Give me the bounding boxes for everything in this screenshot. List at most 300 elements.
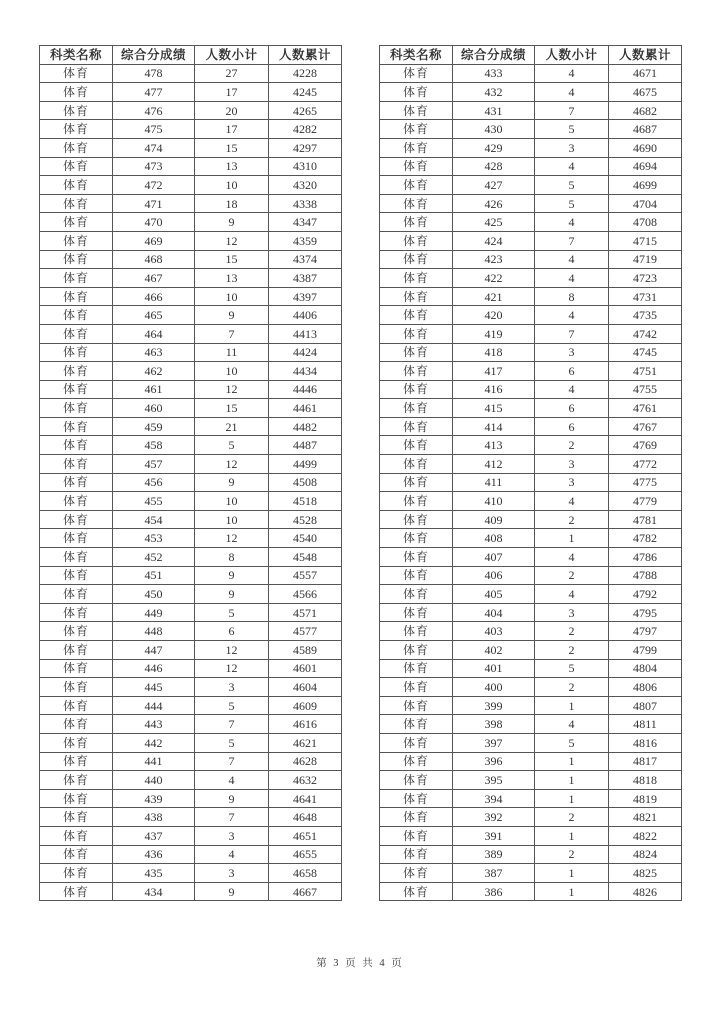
cell-category: 体育 [40, 157, 113, 176]
cell-cumulative: 4772 [609, 455, 682, 474]
table-row [380, 83, 682, 102]
cell-score: 427 [453, 176, 535, 195]
table-row [40, 845, 342, 864]
table-row [40, 380, 342, 399]
cell-category: 体育 [380, 417, 453, 436]
cell-subtotal: 3 [195, 864, 269, 883]
cell-cumulative: 4819 [609, 789, 682, 808]
cell-category: 体育 [380, 120, 453, 139]
cell-subtotal: 7 [195, 808, 269, 827]
cell-cumulative: 4245 [269, 83, 342, 102]
cell-score: 438 [113, 808, 195, 827]
cell-category: 体育 [380, 752, 453, 771]
cell-cumulative: 4487 [269, 436, 342, 455]
cell-category: 体育 [40, 120, 113, 139]
cell-score: 437 [113, 826, 195, 845]
cell-cumulative: 4655 [269, 845, 342, 864]
table-row [40, 808, 342, 827]
score-table-right [379, 45, 682, 901]
cell-cumulative: 4767 [609, 417, 682, 436]
cell-score: 468 [113, 250, 195, 269]
cell-score: 398 [453, 715, 535, 734]
cell-cumulative: 4779 [609, 492, 682, 511]
cell-subtotal: 17 [195, 120, 269, 139]
cell-score: 469 [113, 231, 195, 250]
col-header-subtotal: 人数小计 [195, 46, 269, 65]
cell-subtotal: 11 [195, 343, 269, 362]
cell-category: 体育 [380, 882, 453, 901]
cell-score: 399 [453, 696, 535, 715]
table-row [40, 176, 342, 195]
cell-category: 体育 [40, 473, 113, 492]
cell-subtotal: 4 [535, 250, 609, 269]
cell-subtotal: 5 [195, 696, 269, 715]
cell-cumulative: 4755 [609, 380, 682, 399]
table-row [380, 585, 682, 604]
cell-cumulative: 4548 [269, 548, 342, 567]
cell-subtotal: 2 [535, 436, 609, 455]
cell-score: 459 [113, 417, 195, 436]
col-header-category: 科类名称 [40, 46, 113, 65]
table-row [380, 789, 682, 808]
cell-cumulative: 4822 [609, 826, 682, 845]
cell-subtotal: 5 [535, 194, 609, 213]
table-row [380, 306, 682, 325]
cell-subtotal: 7 [535, 231, 609, 250]
cell-score: 473 [113, 157, 195, 176]
table-row [380, 622, 682, 641]
cell-cumulative: 4690 [609, 138, 682, 157]
cell-score: 439 [113, 789, 195, 808]
table-row [40, 585, 342, 604]
cell-score: 453 [113, 529, 195, 548]
cell-subtotal: 7 [535, 101, 609, 120]
cell-subtotal: 9 [195, 213, 269, 232]
table-row [40, 324, 342, 343]
table-row [380, 213, 682, 232]
table-header-row [40, 46, 342, 65]
table-row [40, 510, 342, 529]
cell-category: 体育 [380, 622, 453, 641]
table-row [380, 250, 682, 269]
cell-cumulative: 4824 [609, 845, 682, 864]
cell-score: 447 [113, 641, 195, 660]
cell-cumulative: 4769 [609, 436, 682, 455]
cell-cumulative: 4788 [609, 566, 682, 585]
cell-subtotal: 1 [535, 882, 609, 901]
cell-score: 389 [453, 845, 535, 864]
table-row [40, 306, 342, 325]
cell-subtotal: 2 [535, 641, 609, 660]
cell-subtotal: 2 [535, 808, 609, 827]
table-row [40, 548, 342, 567]
cell-cumulative: 4648 [269, 808, 342, 827]
cell-cumulative: 4387 [269, 269, 342, 288]
cell-category: 体育 [40, 678, 113, 697]
cell-score: 456 [113, 473, 195, 492]
cell-category: 体育 [380, 436, 453, 455]
cell-score: 410 [453, 492, 535, 511]
cell-score: 387 [453, 864, 535, 883]
cell-score: 386 [453, 882, 535, 901]
cell-cumulative: 4704 [609, 194, 682, 213]
cell-category: 体育 [40, 83, 113, 102]
table-row [40, 529, 342, 548]
cell-score: 471 [113, 194, 195, 213]
cell-score: 424 [453, 231, 535, 250]
cell-score: 455 [113, 492, 195, 511]
cell-category: 体育 [40, 176, 113, 195]
table-row [380, 380, 682, 399]
cell-cumulative: 4499 [269, 455, 342, 474]
table-row [40, 287, 342, 306]
cell-category: 体育 [40, 845, 113, 864]
cell-score: 440 [113, 771, 195, 790]
cell-cumulative: 4297 [269, 138, 342, 157]
table-row [40, 603, 342, 622]
table-body-right [380, 64, 682, 901]
cell-cumulative: 4434 [269, 362, 342, 381]
table-row [40, 101, 342, 120]
cell-subtotal: 1 [535, 529, 609, 548]
cell-score: 441 [113, 752, 195, 771]
cell-cumulative: 4482 [269, 417, 342, 436]
cell-category: 体育 [40, 622, 113, 641]
cell-category: 体育 [40, 826, 113, 845]
cell-subtotal: 9 [195, 789, 269, 808]
cell-subtotal: 3 [195, 678, 269, 697]
cell-score: 409 [453, 510, 535, 529]
cell-category: 体育 [40, 399, 113, 418]
cell-subtotal: 4 [535, 269, 609, 288]
cell-subtotal: 18 [195, 194, 269, 213]
table-row [40, 492, 342, 511]
cell-subtotal: 20 [195, 101, 269, 120]
cell-cumulative: 4723 [609, 269, 682, 288]
cell-subtotal: 4 [535, 492, 609, 511]
cell-subtotal: 4 [535, 548, 609, 567]
cell-subtotal: 4 [535, 213, 609, 232]
cell-subtotal: 12 [195, 641, 269, 660]
table-row [380, 194, 682, 213]
cell-subtotal: 12 [195, 529, 269, 548]
cell-cumulative: 4589 [269, 641, 342, 660]
cell-subtotal: 5 [535, 120, 609, 139]
cell-cumulative: 4265 [269, 101, 342, 120]
table-row [40, 864, 342, 883]
table-row [380, 566, 682, 585]
table-row [40, 641, 342, 660]
cell-score: 395 [453, 771, 535, 790]
cell-cumulative: 4715 [609, 231, 682, 250]
table-row [40, 231, 342, 250]
cell-cumulative: 4621 [269, 733, 342, 752]
cell-cumulative: 4786 [609, 548, 682, 567]
cell-subtotal: 7 [195, 324, 269, 343]
cell-score: 474 [113, 138, 195, 157]
table-row [380, 603, 682, 622]
table-row [40, 566, 342, 585]
cell-cumulative: 4282 [269, 120, 342, 139]
cell-category: 体育 [380, 566, 453, 585]
cell-subtotal: 21 [195, 417, 269, 436]
cell-subtotal: 3 [195, 826, 269, 845]
cell-cumulative: 4818 [609, 771, 682, 790]
table-row [380, 343, 682, 362]
cell-category: 体育 [40, 250, 113, 269]
cell-subtotal: 4 [195, 845, 269, 864]
cell-cumulative: 4374 [269, 250, 342, 269]
cell-score: 457 [113, 455, 195, 474]
cell-score: 414 [453, 417, 535, 436]
table-row [40, 473, 342, 492]
cell-cumulative: 4719 [609, 250, 682, 269]
table-row [380, 157, 682, 176]
cell-subtotal: 27 [195, 64, 269, 83]
cell-score: 421 [453, 287, 535, 306]
cell-category: 体育 [380, 641, 453, 660]
table-row [380, 882, 682, 901]
cell-score: 478 [113, 64, 195, 83]
table-row [380, 269, 682, 288]
cell-cumulative: 4708 [609, 213, 682, 232]
table-row [380, 362, 682, 381]
cell-score: 432 [453, 83, 535, 102]
cell-cumulative: 4735 [609, 306, 682, 325]
table-row [40, 343, 342, 362]
table-row [380, 473, 682, 492]
cell-cumulative: 4508 [269, 473, 342, 492]
cell-cumulative: 4782 [609, 529, 682, 548]
cell-cumulative: 4424 [269, 343, 342, 362]
cell-cumulative: 4745 [609, 343, 682, 362]
cell-subtotal: 3 [535, 455, 609, 474]
table-row [40, 269, 342, 288]
cell-subtotal: 2 [535, 678, 609, 697]
cell-score: 443 [113, 715, 195, 734]
cell-cumulative: 4699 [609, 176, 682, 195]
cell-score: 444 [113, 696, 195, 715]
cell-subtotal: 4 [535, 157, 609, 176]
table-row [40, 64, 342, 83]
cell-category: 体育 [380, 287, 453, 306]
cell-score: 429 [453, 138, 535, 157]
cell-cumulative: 4641 [269, 789, 342, 808]
cell-score: 472 [113, 176, 195, 195]
cell-category: 体育 [40, 343, 113, 362]
cell-subtotal: 9 [195, 473, 269, 492]
table-row [380, 771, 682, 790]
cell-category: 体育 [40, 455, 113, 474]
table-row [380, 659, 682, 678]
cell-subtotal: 4 [535, 83, 609, 102]
table-row [380, 399, 682, 418]
cell-category: 体育 [380, 380, 453, 399]
table-row [40, 771, 342, 790]
cell-subtotal: 9 [195, 306, 269, 325]
cell-score: 396 [453, 752, 535, 771]
cell-subtotal: 17 [195, 83, 269, 102]
cell-score: 407 [453, 548, 535, 567]
cell-subtotal: 8 [195, 548, 269, 567]
table-row [380, 101, 682, 120]
table-row [40, 789, 342, 808]
cell-score: 477 [113, 83, 195, 102]
cell-subtotal: 1 [535, 696, 609, 715]
cell-category: 体育 [40, 306, 113, 325]
cell-cumulative: 4413 [269, 324, 342, 343]
cell-score: 422 [453, 269, 535, 288]
score-table-left [39, 45, 342, 901]
cell-subtotal: 10 [195, 510, 269, 529]
table-row [380, 641, 682, 660]
cell-cumulative: 4792 [609, 585, 682, 604]
cell-score: 419 [453, 324, 535, 343]
table-row [40, 120, 342, 139]
cell-score: 460 [113, 399, 195, 418]
cell-cumulative: 4347 [269, 213, 342, 232]
cell-category: 体育 [40, 529, 113, 548]
cell-cumulative: 4658 [269, 864, 342, 883]
col-header-cumulative: 人数累计 [609, 46, 682, 65]
cell-subtotal: 5 [535, 659, 609, 678]
cell-category: 体育 [40, 789, 113, 808]
cell-score: 426 [453, 194, 535, 213]
cell-subtotal: 9 [195, 566, 269, 585]
cell-category: 体育 [40, 696, 113, 715]
cell-subtotal: 1 [535, 771, 609, 790]
table-row [40, 399, 342, 418]
cell-score: 402 [453, 641, 535, 660]
cell-score: 417 [453, 362, 535, 381]
cell-category: 体育 [40, 752, 113, 771]
cell-category: 体育 [380, 231, 453, 250]
table-row [40, 194, 342, 213]
col-header-cumulative: 人数累计 [269, 46, 342, 65]
cell-subtotal: 4 [535, 715, 609, 734]
cell-subtotal: 1 [535, 752, 609, 771]
cell-category: 体育 [40, 733, 113, 752]
cell-score: 463 [113, 343, 195, 362]
cell-subtotal: 9 [195, 882, 269, 901]
cell-cumulative: 4577 [269, 622, 342, 641]
cell-cumulative: 4817 [609, 752, 682, 771]
cell-category: 体育 [380, 771, 453, 790]
table-row [40, 752, 342, 771]
cell-score: 435 [113, 864, 195, 883]
table-row [40, 659, 342, 678]
cell-category: 体育 [380, 789, 453, 808]
cell-score: 415 [453, 399, 535, 418]
cell-subtotal: 2 [535, 566, 609, 585]
table-row [380, 845, 682, 864]
cell-cumulative: 4628 [269, 752, 342, 771]
cell-score: 454 [113, 510, 195, 529]
cell-subtotal: 15 [195, 138, 269, 157]
cell-score: 442 [113, 733, 195, 752]
cell-subtotal: 4 [535, 306, 609, 325]
cell-category: 体育 [380, 696, 453, 715]
cell-category: 体育 [380, 548, 453, 567]
table-row [380, 138, 682, 157]
cell-category: 体育 [40, 138, 113, 157]
table-row [40, 715, 342, 734]
cell-cumulative: 4359 [269, 231, 342, 250]
cell-subtotal: 15 [195, 250, 269, 269]
cell-cumulative: 4609 [269, 696, 342, 715]
cell-category: 体育 [380, 176, 453, 195]
cell-cumulative: 4795 [609, 603, 682, 622]
cell-subtotal: 2 [535, 845, 609, 864]
cell-score: 450 [113, 585, 195, 604]
cell-category: 体育 [40, 324, 113, 343]
cell-category: 体育 [40, 492, 113, 511]
cell-category: 体育 [380, 250, 453, 269]
table-row [380, 752, 682, 771]
cell-category: 体育 [380, 678, 453, 697]
table-row [380, 120, 682, 139]
cell-cumulative: 4540 [269, 529, 342, 548]
cell-score: 462 [113, 362, 195, 381]
cell-category: 体育 [40, 659, 113, 678]
cell-category: 体育 [380, 64, 453, 83]
cell-cumulative: 4799 [609, 641, 682, 660]
cell-category: 体育 [40, 436, 113, 455]
cell-cumulative: 4528 [269, 510, 342, 529]
table-row [380, 808, 682, 827]
table-row [40, 138, 342, 157]
cell-score: 464 [113, 324, 195, 343]
cell-subtotal: 6 [195, 622, 269, 641]
table-row [380, 492, 682, 511]
cell-score: 434 [113, 882, 195, 901]
table-row [40, 157, 342, 176]
cell-subtotal: 7 [195, 752, 269, 771]
cell-subtotal: 4 [195, 771, 269, 790]
cell-category: 体育 [380, 733, 453, 752]
cell-category: 体育 [40, 510, 113, 529]
cell-subtotal: 6 [535, 362, 609, 381]
cell-category: 体育 [40, 548, 113, 567]
cell-subtotal: 12 [195, 231, 269, 250]
cell-category: 体育 [380, 529, 453, 548]
cell-cumulative: 4731 [609, 287, 682, 306]
col-header-score: 综合分成绩 [453, 46, 535, 65]
cell-score: 394 [453, 789, 535, 808]
cell-cumulative: 4671 [609, 64, 682, 83]
cell-category: 体育 [40, 101, 113, 120]
table-row [40, 882, 342, 901]
cell-cumulative: 4557 [269, 566, 342, 585]
cell-subtotal: 4 [535, 585, 609, 604]
table-row [380, 417, 682, 436]
cell-cumulative: 4775 [609, 473, 682, 492]
cell-subtotal: 6 [535, 399, 609, 418]
table-row [40, 696, 342, 715]
cell-score: 458 [113, 436, 195, 455]
cell-category: 体育 [40, 287, 113, 306]
cell-subtotal: 13 [195, 269, 269, 288]
table-row [380, 715, 682, 734]
cell-category: 体育 [40, 585, 113, 604]
cell-cumulative: 4446 [269, 380, 342, 399]
cell-cumulative: 4616 [269, 715, 342, 734]
cell-score: 391 [453, 826, 535, 845]
cell-cumulative: 4804 [609, 659, 682, 678]
table-row [380, 529, 682, 548]
cell-subtotal: 2 [535, 622, 609, 641]
table-row [380, 510, 682, 529]
